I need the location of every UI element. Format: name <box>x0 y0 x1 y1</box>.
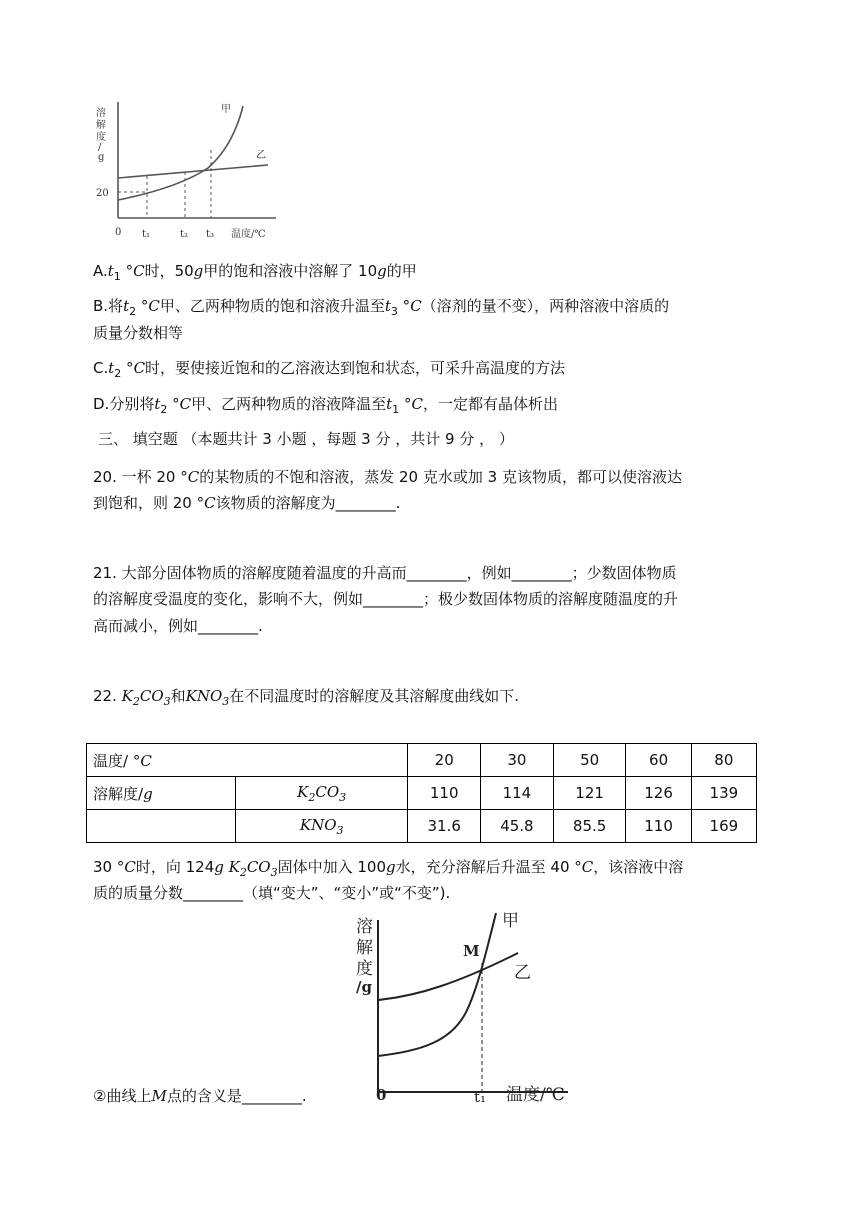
text: 的某物质的不饱和溶液，蒸发 20 克水或加 3 克该物质，都可以使溶液达 <box>199 468 682 486</box>
tick-t3: t₃ <box>206 229 215 240</box>
var: C <box>410 297 422 315</box>
x-axis-label: 温度/℃ <box>231 229 266 240</box>
table-cell: 60 <box>626 744 691 777</box>
var: g <box>193 262 204 280</box>
text: 在不同温度时的溶解度及其溶解度曲线如下. <box>229 687 520 705</box>
option-c <box>93 357 565 385</box>
ylabel-char: /g <box>356 978 372 996</box>
text: ，该溶液中溶 <box>593 858 684 876</box>
table-cell: 126 <box>626 777 691 810</box>
curve-jia-label: 甲 <box>221 104 231 115</box>
sub: 2 <box>129 305 137 318</box>
var: C <box>140 751 152 770</box>
question-20-line2 <box>93 492 400 514</box>
var: C <box>148 297 160 315</box>
text: 温度/ ° <box>93 751 141 770</box>
origin-label: 0 <box>115 227 122 238</box>
text: 点的含义是________. <box>166 1087 307 1105</box>
text: ° <box>120 262 134 280</box>
solubility-graph-2 <box>318 908 578 1108</box>
point-m-label: M <box>463 942 480 960</box>
curve-yi-label: 乙 <box>256 150 266 161</box>
origin-label: 0 <box>376 1086 387 1104</box>
text: 甲、乙两种物质的溶液降温至 <box>191 395 387 413</box>
table-cell: 121 <box>553 777 626 810</box>
text: ° <box>121 359 134 377</box>
question-22-intro <box>93 685 519 713</box>
ylabel-char: 度 <box>96 132 106 143</box>
table-cell <box>87 777 236 810</box>
var: C <box>204 494 216 512</box>
solubility-graph-1 <box>88 98 288 248</box>
var: g K <box>214 858 240 876</box>
table-cell: 139 <box>691 777 756 810</box>
text: 和 <box>170 687 186 705</box>
table-row <box>87 777 757 810</box>
text: ° <box>167 395 180 413</box>
table-cell: 110 <box>408 777 481 810</box>
option-d <box>93 393 558 421</box>
table-cell <box>87 810 236 843</box>
table-row <box>87 744 757 777</box>
var: t <box>108 359 115 377</box>
text: 时，向 124 <box>135 858 215 876</box>
text: 20. 一杯 20 ° <box>93 468 188 486</box>
sub: 2 <box>160 403 168 416</box>
var: t <box>123 297 130 315</box>
sub: 2 <box>239 866 247 879</box>
question-21-line1: 21. 大部分固体物质的溶解度随着温度的升高而________，例如________；少数固体物质 <box>93 564 677 582</box>
question-21-line2: 的溶解度受温度的变化，影响不大，例如________；极少数固体物质的溶解度随温度的升 <box>93 590 679 608</box>
text: B.将 <box>93 297 124 315</box>
text: 甲的饱和溶液中溶解了 10 <box>203 262 378 280</box>
formula: CO <box>315 782 340 801</box>
table-cell: 31.6 <box>408 810 481 843</box>
var: C <box>133 262 145 280</box>
var: M <box>151 1087 167 1105</box>
var: C <box>133 359 146 377</box>
x-axis-label: 温度/℃ <box>506 1085 565 1105</box>
ylabel-char: / <box>98 142 102 153</box>
formula: KNO <box>299 815 337 834</box>
table-cell <box>87 744 408 777</box>
text: 溶解度/ <box>93 784 144 803</box>
var: g <box>377 262 387 280</box>
y-tick-20: 20 <box>96 188 109 199</box>
text: ° <box>399 395 412 413</box>
text: ，一定都有晶体析出 <box>422 395 558 413</box>
formula: CO <box>246 858 271 876</box>
text: 时，要使接近饱和的乙溶液达到饱和状态，可采升高温度的方法 <box>145 359 566 377</box>
text: 到饱和，则 20 ° <box>93 494 205 512</box>
var: C <box>187 468 200 486</box>
var: C <box>179 395 192 413</box>
text: 甲、乙两种物质的饱和溶液升温至 <box>159 297 385 315</box>
var: g <box>143 784 153 803</box>
question-22-line2 <box>93 856 683 884</box>
section-heading: 三、 填空题 （本题共计 3 小题 ，每题 3 分 ，共计 9 分 ， ） <box>98 430 514 448</box>
option-b <box>93 295 669 323</box>
text: A. <box>93 262 108 280</box>
text: 该物质的溶解度为________. <box>215 494 401 512</box>
option-a <box>93 260 417 288</box>
table-cell: 169 <box>691 810 756 843</box>
formula: K <box>297 782 309 801</box>
text: 的甲 <box>386 262 417 280</box>
curve-yi-label: 乙 <box>514 963 531 983</box>
text: ②曲线上 <box>93 1087 152 1105</box>
sub: 3 <box>222 695 230 708</box>
ylabel-char: 解 <box>96 120 106 131</box>
table-cell: 30 <box>481 744 554 777</box>
sub: 2 <box>308 790 316 804</box>
ylabel-char: 度 <box>356 959 373 979</box>
text: ° <box>397 297 411 315</box>
table-row <box>87 810 757 843</box>
formula: KNO <box>185 687 223 705</box>
var: t <box>154 395 161 413</box>
question-22-sub2 <box>93 1085 307 1107</box>
tick-t2: t₂ <box>180 229 189 240</box>
table-cell: 45.8 <box>481 810 554 843</box>
sub: 3 <box>339 790 347 804</box>
curve-jia-label: 甲 <box>502 911 519 931</box>
question-22-line3: 质的质量分数________（填“变大”、“变小”或“不变”). <box>93 884 451 902</box>
text: 22. <box>93 687 122 705</box>
ylabel-char: 溶 <box>356 917 373 937</box>
var: t <box>384 297 391 315</box>
sub: 1 <box>392 403 400 416</box>
sub: 1 <box>113 270 121 283</box>
option-b-cont: 质量分数相等 <box>93 324 184 342</box>
ylabel-char: g <box>98 152 105 163</box>
solubility-table <box>86 743 757 843</box>
var: C <box>411 395 423 413</box>
ylabel-char: 解 <box>356 938 373 958</box>
sub: 2 <box>132 695 140 708</box>
question-20-line1 <box>93 466 682 488</box>
text: 水，充分溶解后升温至 40 ° <box>395 858 582 876</box>
question-21-line3: 高而减小，例如________. <box>93 617 263 635</box>
sub: 2 <box>114 367 122 380</box>
text: 固体中加入 100 <box>277 858 387 876</box>
text: （溶剂的量不变），两种溶液中溶质的 <box>421 297 670 315</box>
table-cell: 50 <box>553 744 626 777</box>
table-cell <box>236 810 408 843</box>
var: C <box>124 858 136 876</box>
sub: 3 <box>270 866 278 879</box>
formula: K <box>121 687 133 705</box>
tick-t1: t₁ <box>474 1088 487 1106</box>
text: ° <box>136 297 149 315</box>
table-cell <box>236 777 408 810</box>
table-cell: 114 <box>481 777 554 810</box>
formula: CO <box>139 687 164 705</box>
text: D.分别将 <box>93 395 155 413</box>
ylabel-char: 溶 <box>96 108 106 119</box>
text: 30 ° <box>93 858 125 876</box>
tick-t1: t₁ <box>142 229 151 240</box>
var: t <box>386 395 393 413</box>
sub: 3 <box>336 823 344 837</box>
table-cell: 85.5 <box>553 810 626 843</box>
var: g <box>386 858 396 876</box>
sub: 3 <box>163 695 171 708</box>
text: 时，50 <box>144 262 194 280</box>
table-cell: 80 <box>691 744 756 777</box>
var: t <box>107 262 114 280</box>
table-cell: 20 <box>408 744 481 777</box>
text: C. <box>93 359 109 377</box>
table-cell: 110 <box>626 810 691 843</box>
sub: 3 <box>390 305 398 318</box>
var: C <box>581 858 594 876</box>
